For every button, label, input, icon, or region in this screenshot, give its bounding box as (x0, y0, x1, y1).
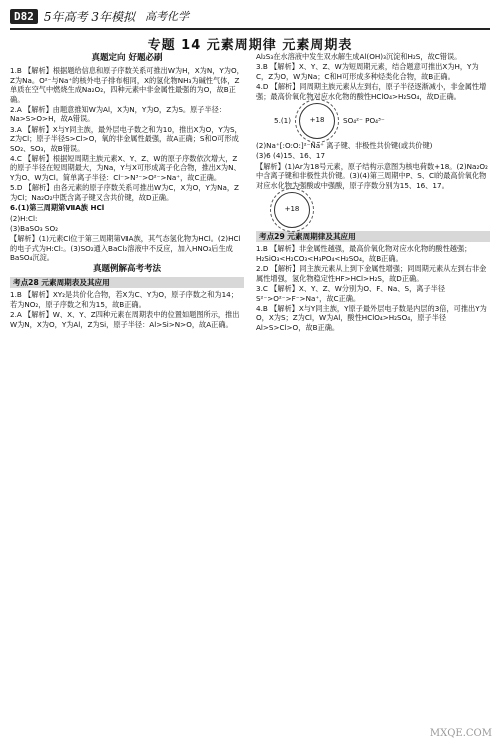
answer-paragraph: 4.B 【解析】X与Y同主族，Y原子最外层电子数是内层的3倍，可推出Y为O，X为S；Z为Cl，W为Al，酸性HClO₄>H₂SO₄，原子半径Al>S>Cl>O，故B正确。 (256, 303, 487, 332)
atom-diagram-row (274, 192, 490, 228)
page-title: 专题 14 元素周期律 元素周期表 (147, 38, 353, 53)
answer-paragraph: 5.D 【解析】由各元素的原子序数关系可推出W为C，X为O，Y为Na，Z为Cl；Na₂O₂中既含离子键又含共价键，故D正确。 (10, 183, 239, 202)
answer-paragraph: Al₂S₃在水溶液中发生双水解生成Al(OH)₃沉淀和H₂S，故C错误。 (256, 52, 462, 61)
answer-paragraph: 1.B 【解析】根据题给信息和原子序数关系可推出W为H，X为N，Y为O，Z为Na。O²⁻与Na⁺的核外电子排布相同，X的氢化物NH₃为碱性气体，Z单质在空气中燃烧生成Na₂O₂，四种元素中非金属性最强的为O，故B正确。 (10, 66, 244, 104)
answer-paragraph: 4.C 【解析】根据短周期主族元素X、Y、Z、W的原子序数依次增大，Z的原子半径在短周期最大，为Na，Y与X可形成离子化合物，推出X为N、Y为O、W为Cl。简单离子半径：Cl⁻>N³⁻>O²⁻>Na⁺，故C正确。 (10, 154, 241, 182)
atom-structure-diagram (299, 103, 335, 139)
page-number: D82 (10, 9, 38, 24)
atom-diagram-row (274, 103, 490, 139)
knowledge-point-heading: 考点29 元素周期律及其应用 (256, 231, 490, 242)
question-label: 5.(1) (274, 116, 292, 126)
section-heading: 真题例解高考考法 (92, 263, 161, 274)
atom-structure-diagram (274, 192, 310, 228)
answer-paragraph: 3.C 【解析】X、Y、Z、W分别为O、F、Na、S，离子半径S²⁻>O²⁻>F⁻>Na⁺，故C正确。 (256, 284, 446, 303)
answer-paragraph: 3.A 【解析】X与Y同主族，最外层电子数之和为10，推出X为O，Y为S，Z为Cl；原子半径S>Cl>O，氧的非金属性最强，故A正确；S和O可形成SO₂、SO₃，故B错误。 (10, 124, 242, 153)
answer-paragraph: 1.B 【解析】非金属性越强，最高价氧化物对应水化物的酸性越强；H₂SiO₃<H₂CO₃<H₃PO₄<H₂SO₄，故B正确。 (256, 244, 472, 263)
subject-label: 高考化学 (144, 10, 189, 23)
answer-paragraph: 1.B 【解析】XY₂是共价化合物，若X为C、Y为O，原子序数之和为14；若为NO₂，原子序数之和为15，故B正确。 (10, 290, 238, 309)
header-rule (10, 28, 490, 30)
brand-logo: 5年高考 3年模拟 (43, 9, 135, 24)
section-heading: 真题定向 好题必刷 (91, 53, 163, 63)
answer-paragraph: 【解析】(1)元素Cl位于第三周期第ⅦA族，其气态氢化物为HCl。(2)HCl的电子式为H:Cl:。(3)SO₂通入BaCl₂溶液中不反应，加入HNO₃后生成BaSO₄沉淀。 (10, 234, 241, 263)
nucleus-charge: +18 (309, 116, 325, 125)
answer-paragraph: (2)Na⁺[:O:O:]²⁻Na⁺ 离子键、非极性共价键(或共价键) (256, 141, 433, 151)
left-column (10, 52, 244, 740)
answer-paragraph: 【解析】(1)Ar为18号元素，原子结构示意图为核电荷数+18。(2)Na₂O₂中含离子键和非极性共价键。(3)(4)第三周期中P、S、Cl的最高价氧化物对应水化物为强酸或中强酸，原子序数分别为15、16、17。 (256, 161, 488, 190)
answer-paragraph: 3.B 【解析】X、Y、Z、W为短周期元素，结合题意可推出X为H，Y为C，Z为O，W为Na；C和H可形成多种烃类化合物，故B正确。 (256, 62, 479, 81)
answer-paragraph: 2.D 【解析】同主族元素从上到下金属性增强；同周期元素从左到右非金属性增强，氢化物稳定性HF>HCl>H₂S，故D正确。 (256, 264, 487, 283)
answer-paragraph: 4.D 【解析】同周期主族元素从左到右，原子半径逐渐减小，非金属性增强；最高价氧化物对应水化物的酸性HClO₄>H₂SO₄，故D正确。 (256, 82, 487, 101)
answer-paragraph: 2.A 【解析】W、X、Y、Z四种元素在周期表中的位置如题图所示，推出W为N，X为O，Y为Al，Z为Si，原子半径：Al>Si>N>O，故A正确。 (10, 310, 240, 329)
answer-paragraph: 6.(1)第三周期第ⅦA族 HCl (10, 203, 105, 213)
answer-paragraph: (3)BaSO₃ SO₂ (10, 223, 59, 233)
answer-paragraph: 2.A 【解析】由题意推知W为Al，X为N，Y为O，Z为S。原子半径：Na>S>O>H，故A错误。 (10, 105, 227, 124)
nucleus-charge: +18 (284, 205, 300, 214)
ion-formulas: SO₄²⁻ PO₄³⁻ (343, 116, 385, 126)
watermark: MXQE.COM (429, 728, 492, 739)
knowledge-point-heading: 考点28 元素周期表及其应用 (10, 277, 244, 288)
page-header (10, 6, 490, 26)
right-column (256, 52, 490, 740)
answer-paragraph: (2)H:Cl: (10, 213, 38, 223)
answer-paragraph: (3)6 (4)15、16、17 (256, 151, 326, 161)
